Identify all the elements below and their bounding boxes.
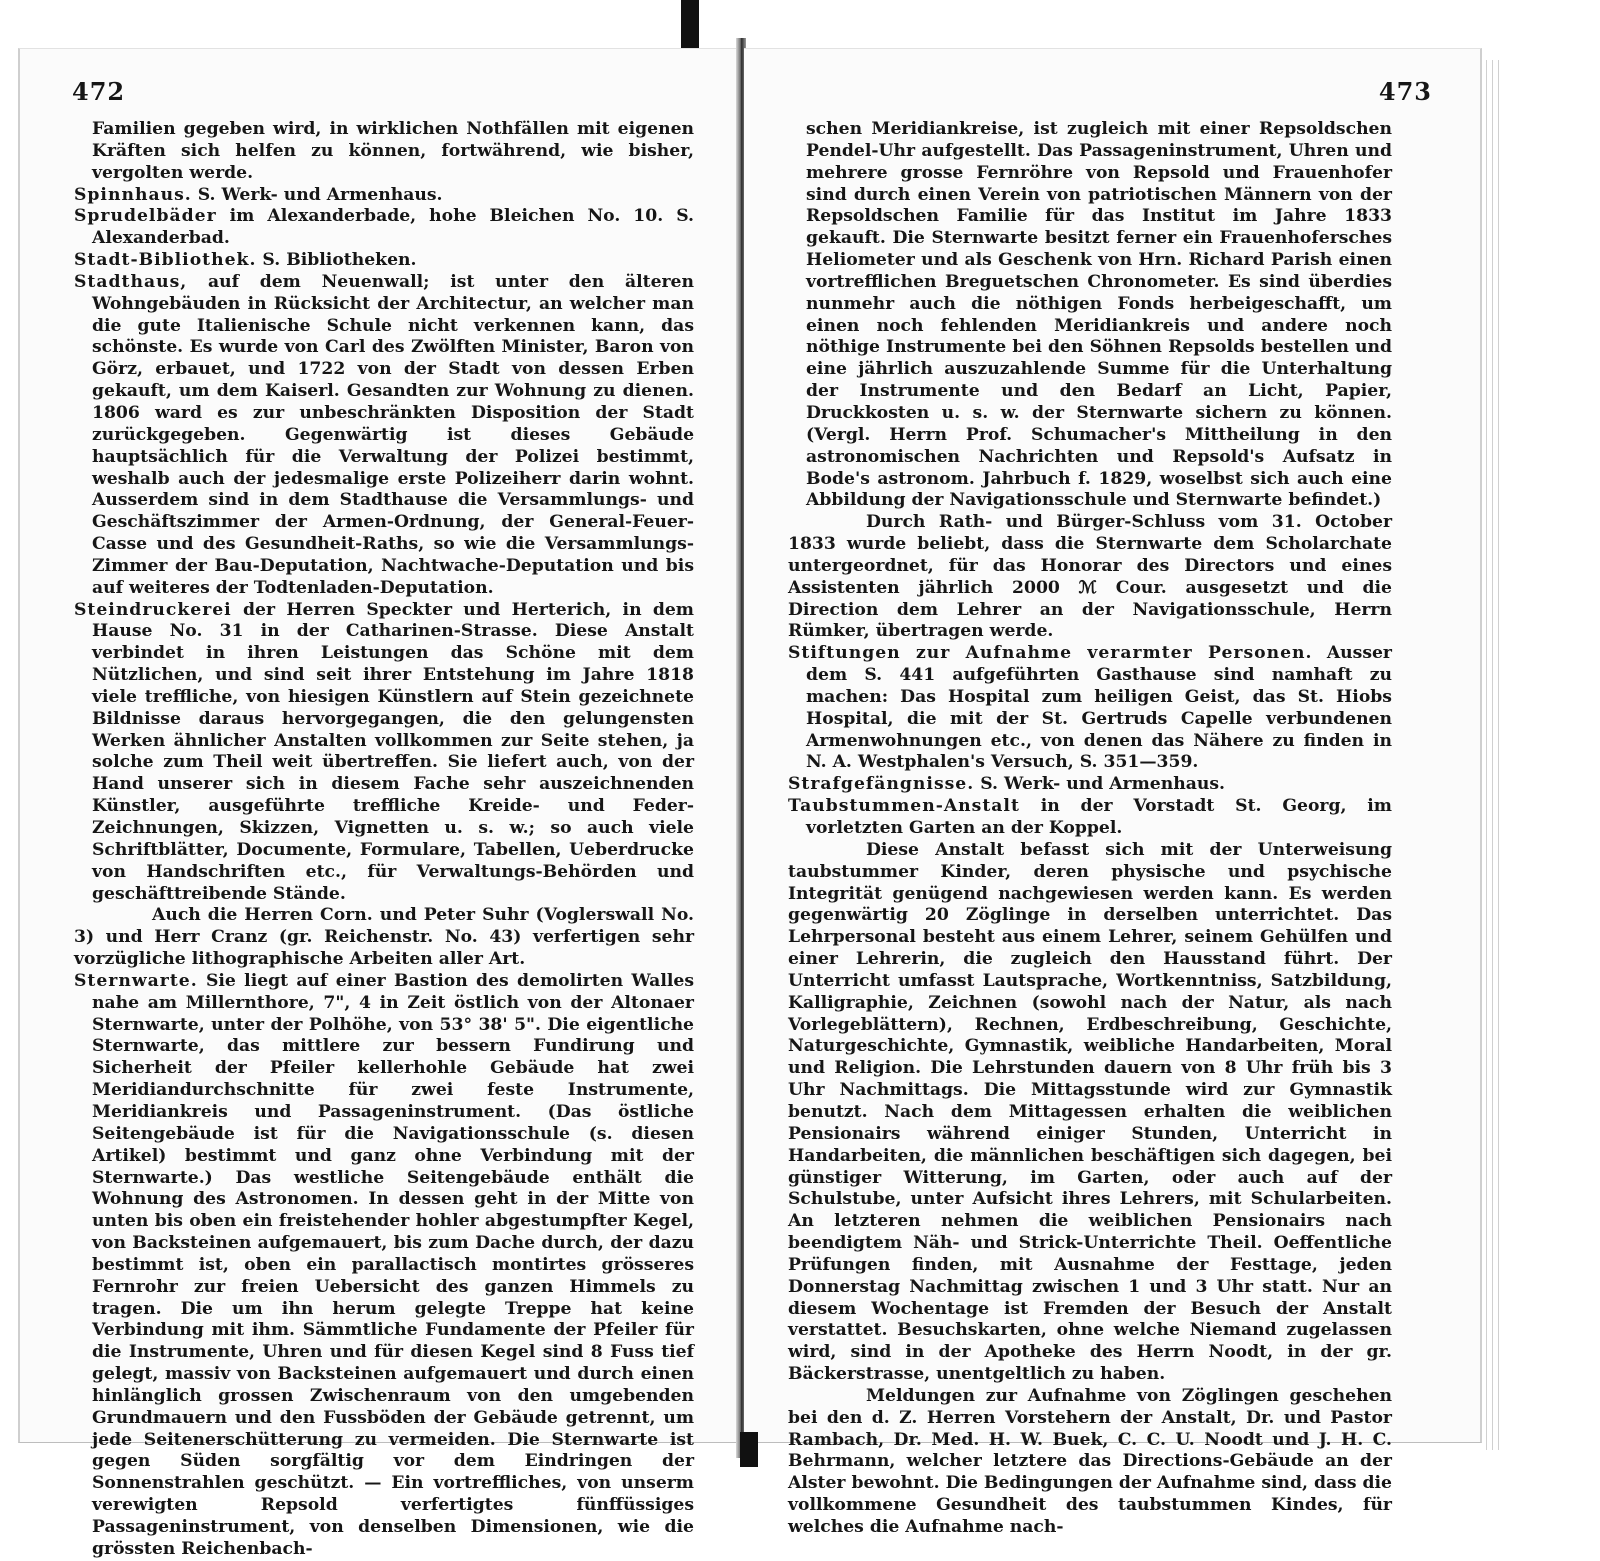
- dictionary-entry: [74, 600, 694, 906]
- left-page-number: 472: [72, 77, 126, 106]
- entry-headword: Taubstummen-Anstalt: [788, 796, 1020, 817]
- left-page-text: [74, 119, 694, 1561]
- right-page-number: 473: [1378, 77, 1432, 106]
- paragraph-text: Auch die Herren Corn. und Peter Suhr (Voglerswall No. 3) und Herr Cranz (gr. Reichenstr. No. 43) verfertigen sehr vorzügliche lithographische Arbeiten aller Art.: [74, 905, 694, 970]
- paragraph-text: S. Bibliotheken.: [256, 250, 417, 271]
- paragraph-text: auf dem Neuenwall; ist unter den älteren Wohngebäuden in Rücksicht der Architectur, an welcher man die gute Italienische Schule nicht verkennen kann, das schönste. Es wurde von Carl des Zwölften Minister, Baron von Görz, erbauet, und 1722 von der Stadt von dessen Erben gekauft, um dem Kaiserl. Gesandten zur Wohnung zu dienen. 1806 ward es zur unbeschränkten Disposition der Stadt zurückgegeben. Gegenwärtig ist dieses Gebäude hauptsächlich für die Verwaltung der Polizei bestimmt, weshalb auch der jedesmalige erste Polizeiherr darin wohnt. Ausserdem sind in dem Stadthause die Versammlungs- und Geschäftszimmer der Armen-Ordnung, der General-Feuer-Casse und des Gesundheit-Raths, so wie die Versammlungs-Zimmer der Bau-Deputation, Nachtwache-Deputation und bis auf weiteres der Todtenladen-Deputation.: [92, 271, 694, 598]
- entry-headword: Sprudelbäder: [74, 206, 217, 227]
- paragraph-text: S. Werk- und Armenhaus.: [974, 774, 1225, 795]
- dictionary-entry: [74, 250, 694, 272]
- scan-marker-bottom: [740, 1432, 758, 1467]
- right-page: [744, 48, 1482, 1537]
- dictionary-entry: [74, 185, 694, 207]
- paragraph-text: Sie liegt auf einer Bastion des demolirten Walles nahe am Millernthore, 7", 4 in Zeit östlich von der Altonaer Sternwarte, unter der Polhöhe, von 53° 38' 5". Die eigentliche Sternwarte, das mittlere zur bessern Fundirung und Sicherheit der Pfeiler kellerhohle Gebäude hat zwei Meridiandurchschnitte für zwei feste Instrumente, Meridiankreis und Passageninstrument. (Das östliche Seitengebäude ist für die Navigationsschule (s. diesen Artikel) bestimmt und ganz ohne Verbindung mit der Sternwarte.) Das westliche Seitengebäude enthält die Wohnung des Astronomen. In dessen geht in der Mitte von unten bis oben ein freistehender hohler abgestumpfter Kegel, von Backsteinen aufgemauert, bis zum Dache durch, der dazu bestimmt ist, oben ein parallactisch montirtes grösseres Fernrohr zur freien Uebersicht des ganzen Himmels zu tragen. Die um ihn herum gelegte Treppe hat keine Verbindung mit ihm. Sämmtliche Fundamente der Pfeiler für die Instrumente, Uhren und für diesen Kegel sind 8 Fuss tief gelegt, massiv von Backsteinen aufgemauert und durch einen hinlänglich grossen Zwischenraum von den umgebenden Grundmauern und den Fussböden der Gebäude getrennt, um jede Seitenerschütterung zu vermeiden. Die Sternwarte ist gegen Süden sorgfältig vor dem Eindringen der Sonnenstrahlen geschützt. — Ein vortreffliches, von unserm verewigten Repsold verfertigtes fünffüssiges Passageninstrument, von denselben Dimensionen, wie die grössten Reichenbach-: [92, 970, 694, 1559]
- left-page: [18, 48, 738, 1559]
- entry-headword: Sternwarte.: [74, 970, 198, 991]
- entry-headword: Stadthaus,: [74, 271, 188, 292]
- entry-headword: Strafgefängnisse.: [788, 774, 975, 795]
- dictionary-entry: [788, 796, 1392, 840]
- page-edge: [1486, 60, 1487, 1450]
- paragraph-text: Familien gegeben wird, in wirklichen Nothfällen mit eigenen Kräften sich helfen zu können, fortwährend, wie bisher, vergolten werde.: [92, 119, 694, 183]
- paragraph-text: schen Meridiankreise, ist zugleich mit einer Repsoldschen Pendel-Uhr aufgestellt. Das Passageninstrument, Uhren und mehrere grosse Fernröhre von Repsold und Frauenhofer sind durch einen Verein von patriotischen Männern von der Repsoldschen Familie für das Institut im Jahre 1833 gekauft. Die Sternwarte besitzt ferner ein Frauenhofersches Heliometer und als Geschenk von Hrn. Richard Parish einen vortrefflichen Breguetschen Chronometer. Es sind überdies nunmehr auch die nöthigen Fonds herbeigeschafft, um einen noch fehlenden Meridiankreis und andere noch nöthige Instrumente bei den Söhnen Repsolds bestellen und eine jährlich auszuzahlende Summe für die Unterhaltung der Instrumente und den Bedarf an Licht, Papier, Druckkosten u. s. w. der Sternwarte sichern zu können. (Vergl. Herrn Prof. Schumacher's Mittheilung in den astronomischen Nachrichten und Repsold's Aufsatz in Bode's astronom. Jahrbuch f. 1829, woselbst sich auch eine Abbildung der Navigationsschule und Sternwarte befindet.): [806, 119, 1392, 511]
- dictionary-entry: [74, 272, 694, 600]
- right-page-text: [788, 119, 1392, 1539]
- entry-headword: Stadt-Bibliothek.: [74, 250, 257, 271]
- paragraph-text: der Herren Speckter und Herterich, in dem Hause No. 31 in der Catharinen-Strasse. Diese Anstalt verbindet in ihren Leistungen das Schöne mit dem Nützlichen, und sind seit ihrer Entstehung im Jahre 1818 viele treffliche, von hiesigen Künstlern auf Stein gezeichnete Bildnisse daraus hervorgegangen, die den gelungensten Werken ähnlicher Anstalten vollkommen zur Seite stehen, ja solche zum Theil weit übertreffen. Sie liefert auch, von der Hand unserer sich in diesem Fache sehr auszeichnenden Künstler, ausgeführte treffliche Kreide- und Feder-Zeichnungen, Skizzen, Vignetten u. s. w.; so auch viele Schriftblätter, Documente, Formulare, Tabellen, Ueberdrucke von Handschriften etc., für Verwaltungs-Behörden und geschäfttreibende Stände.: [92, 599, 694, 904]
- dictionary-entry: [74, 206, 694, 250]
- entry-headword: Spinnhaus.: [74, 184, 192, 205]
- dictionary-entry: [74, 971, 694, 1561]
- paragraph: [788, 119, 1392, 512]
- paragraph: [788, 1386, 1392, 1539]
- dictionary-entry: [788, 774, 1392, 796]
- paragraph-text: Meldungen zur Aufnahme von Zöglingen geschehen bei den d. Z. Herren Vorstehern der Anstalt, Dr. und Pastor Rambach, Dr. Med. H. W. Buek, C. C. U. Noodt und J. H. C. Behrmann, welcher letztere das Directions-Gebäude an der Alster bewohnt. Die Bedingungen der Aufnahme sind, dass die vollkommene Gesundheit des taubstummen Kindes, für welches die Aufnahme nach-: [788, 1385, 1392, 1537]
- paragraph: [788, 512, 1392, 643]
- paragraph: [74, 119, 694, 185]
- paragraph-text: S. Werk- und Armenhaus.: [191, 184, 443, 205]
- paragraph-text: Durch Rath- und Bürger-Schluss vom 31. October 1833 wurde beliebt, dass die Sternwarte dem Scholarchate untergeordnet, für das Honorar des Directors und eines Assistenten jährlich 2000 ℳ Cour. ausgesetzt und die Direction dem Lehrer an der Navigationsschule, Herrn Rümker, übertragen werde.: [788, 512, 1392, 642]
- paragraph-text: Ausser dem S. 441 aufgeführten Gasthause sind namhaft zu machen: Das Hospital zum heiligen Geist, das St. Hiobs Hospital, die mit der St. Gertruds Capelle verbundenen Armenwohnungen etc., von denen das Nähere zu finden in N. A. Westphalen's Versuch, S. 351—359.: [806, 643, 1392, 773]
- paragraph: [74, 905, 694, 971]
- page-edge: [1492, 60, 1493, 1450]
- entry-headword: Stiftungen zur Aufnahme verarmter Personen.: [788, 643, 1313, 664]
- paragraph: [788, 840, 1392, 1386]
- dictionary-entry: [788, 643, 1392, 774]
- paragraph-text: in der Vorstadt St. Georg, im vorletzten Garten an der Koppel.: [806, 796, 1392, 838]
- paragraph-text: im Alexanderbade, hohe Bleichen No. 10. S. Alexanderbad.: [92, 206, 694, 249]
- entry-headword: Steindruckerei: [74, 599, 232, 620]
- page-edge: [1498, 60, 1499, 1450]
- paragraph-text: Diese Anstalt befasst sich mit der Unterweisung taubstummer Kinder, deren physische und psychische Integrität genügend nachgewiesen werden kann. Es werden gegenwärtig 20 Zöglinge in derselben unterrichtet. Das Lehrpersonal besteht aus einem Lehrer, seinem Gehülfen und einer Lehrerin, die zugleich den Hausstand führt. Der Unterricht umfasst Lautsprache, Wortkenntniss, Satzbildung, Kalligraphie, Zeichnen (sowohl nach der Natur, als nach Vorlegeblättern), Rechnen, Erdbeschreibung, Geschichte, Naturgeschichte, Gymnastik, weibliche Handarbeiten, Moral und Religion. Die Lehrstunden dauern von 8 Uhr früh bis 3 Uhr Nachmittags. Die Mittagsstunde wird zur Gymnastik benutzt. Nach dem Mittagessen erhalten die weiblichen Pensionairs während einiger Stunden, Unterricht in Handarbeiten, die männlichen beschäftigen sich dagegen, bei günstiger Witterung, im Garten, oder auch auf der Schulstube, unter Aufsicht ihres Lehrers, mit Schularbeiten. An letzteren nehmen die weiblichen Pensionairs nach beendigtem Näh- und Strick-Unterrichte Theil. Oeffentliche Prüfungen finden, mit Ausnahme der Festtage, jeden Donnerstag Nachmittag zwischen 1 und 3 Uhr statt. Nur an diesem Wochentage ist Fremden der Besuch der Anstalt verstattet. Besuchskarten, ohne welche Niemand zugelassen wird, sind in der Apotheke des Herrn Noodt, in der gr. Bäckerstrasse, unentgeltlich zu haben.: [788, 839, 1392, 1385]
